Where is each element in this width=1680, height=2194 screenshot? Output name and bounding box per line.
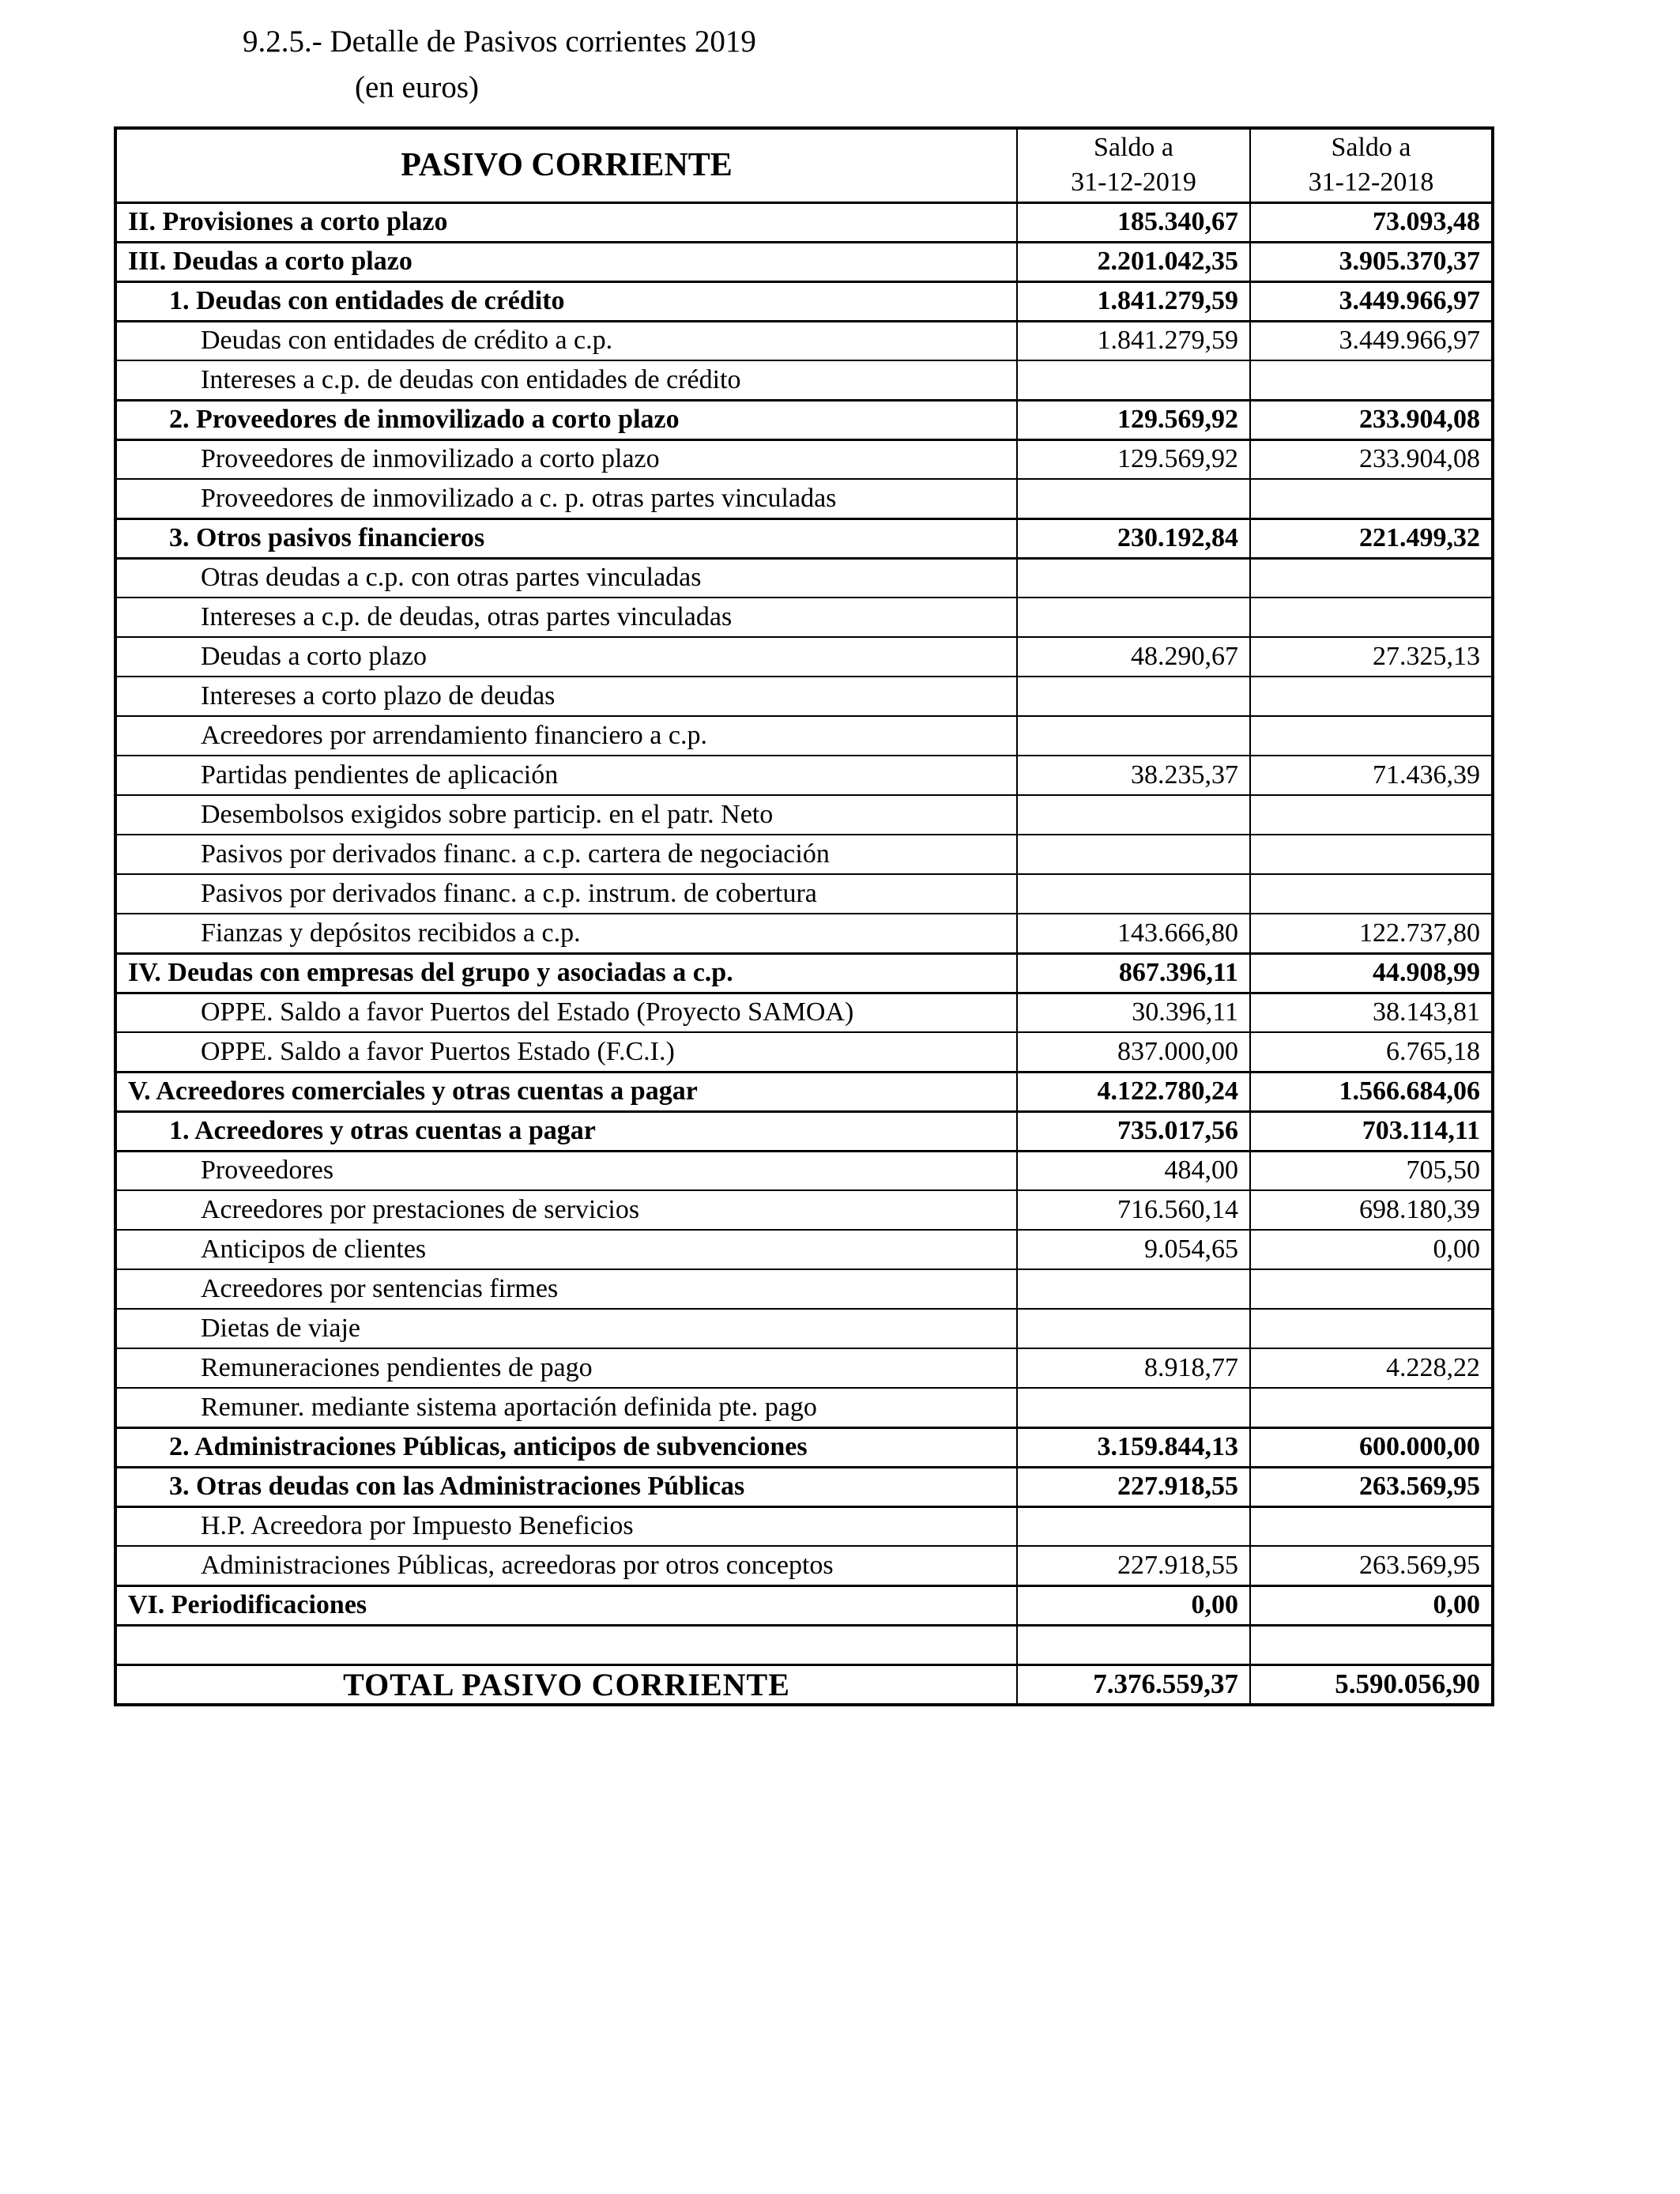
row-label: Otras deudas a c.p. con otras partes vinculadas [115,558,1017,598]
value-2019-cell: 227.918,55 [1017,1467,1250,1506]
value-2019-cell: 1.841.279,59 [1017,281,1250,321]
table-row [115,874,1493,914]
table-row [115,281,1493,321]
row-label: Intereses a c.p. de deudas, otras partes vinculadas [115,598,1017,637]
table-row [115,1230,1493,1269]
value-2019-cell [1017,1388,1250,1427]
value-2018-cell: 233.904,08 [1250,439,1493,479]
document-subtitle: (en euros) [355,70,480,104]
row-label: Proveedores de inmovilizado a corto plazo [115,439,1017,479]
value-2018-cell: 6.765,18 [1250,1032,1493,1072]
row-label: Remuneraciones pendientes de pago [115,1348,1017,1388]
row-label: OPPE. Saldo a favor Puertos del Estado (Proyecto SAMOA) [115,993,1017,1032]
row-label: Intereses a corto plazo de deudas [115,677,1017,716]
value-2018-cell: 27.325,13 [1250,637,1493,677]
table-row [115,558,1493,598]
value-2019-cell: 8.918,77 [1017,1348,1250,1388]
row-label: 3. Otros pasivos financieros [115,518,1017,558]
value-2019-cell: 7.376.559,37 [1017,1664,1250,1705]
row-label: Intereses a c.p. de deudas con entidades de crédito [115,360,1017,400]
row-label: Anticipos de clientes [115,1230,1017,1269]
row-label: OPPE. Saldo a favor Puertos Estado (F.C.I.) [115,1032,1017,1072]
table-row [115,1427,1493,1467]
value-2019-cell [1017,479,1250,518]
table-row [115,1467,1493,1506]
column-header-pasivo-corriente: PASIVO CORRIENTE [115,128,1017,202]
value-2019-cell: 735.017,56 [1017,1111,1250,1151]
column-header-saldo-2018 [1250,128,1493,202]
value-2019-cell: 484,00 [1017,1151,1250,1190]
saldo-2018-line1: Saldo a [1331,133,1411,163]
table-row [115,993,1493,1032]
row-label: Desembolsos exigidos sobre particip. en el patr. Neto [115,795,1017,835]
value-2018-cell: 73.093,48 [1250,202,1493,242]
table-row [115,518,1493,558]
row-label: 2. Proveedores de inmovilizado a corto plazo [115,400,1017,439]
value-2018-cell [1250,795,1493,835]
table-row [115,1111,1493,1151]
value-2018-cell: 600.000,00 [1250,1427,1493,1467]
saldo-2019-line2: 31-12-2019 [1071,168,1196,198]
row-label: Pasivos por derivados financ. a c.p. instrum. de cobertura [115,874,1017,914]
value-2019-cell: 129.569,92 [1017,439,1250,479]
row-label: III. Deudas a corto plazo [115,242,1017,281]
value-2018-cell [1250,1388,1493,1427]
table-row [115,716,1493,756]
table-row [115,400,1493,439]
document-title: 9.2.5.- Detalle de Pasivos corrientes 2019 [243,25,756,58]
row-label: Acreedores por arrendamiento financiero a c.p. [115,716,1017,756]
value-2019-cell: 0,00 [1017,1585,1250,1625]
table-row [115,835,1493,874]
row-label: 1. Deudas con entidades de crédito [115,281,1017,321]
row-label: Proveedores [115,1151,1017,1190]
table-row [115,1625,1493,1664]
value-2018-cell: 221.499,32 [1250,518,1493,558]
table-row [115,1506,1493,1546]
value-2019-cell [1017,874,1250,914]
value-2018-cell: 698.180,39 [1250,1190,1493,1230]
row-label [115,1625,1017,1664]
value-2018-cell: 4.228,22 [1250,1348,1493,1388]
value-2019-cell: 185.340,67 [1017,202,1250,242]
row-label: TOTAL PASIVO CORRIENTE [115,1664,1017,1705]
table-row [115,479,1493,518]
value-2018-cell [1250,360,1493,400]
value-2018-cell [1250,1506,1493,1546]
row-label: 3. Otras deudas con las Administraciones Públicas [115,1467,1017,1506]
value-2018-cell [1250,1309,1493,1348]
value-2018-cell: 233.904,08 [1250,400,1493,439]
table-row [115,914,1493,953]
value-2018-cell: 44.908,99 [1250,953,1493,993]
value-2019-cell: 30.396,11 [1017,993,1250,1032]
table-row [115,1269,1493,1309]
value-2019-cell [1017,716,1250,756]
value-2019-cell [1017,677,1250,716]
value-2019-cell: 129.569,92 [1017,400,1250,439]
row-label: Deudas a corto plazo [115,637,1017,677]
value-2018-cell [1250,479,1493,518]
row-label: Deudas con entidades de crédito a c.p. [115,321,1017,360]
value-2018-cell [1250,716,1493,756]
saldo-2018-line2: 31-12-2018 [1308,168,1434,198]
value-2018-cell: 122.737,80 [1250,914,1493,953]
value-2019-cell: 716.560,14 [1017,1190,1250,1230]
row-label: Partidas pendientes de aplicación [115,756,1017,795]
table-row [115,637,1493,677]
table-row [115,795,1493,835]
value-2018-cell [1250,677,1493,716]
table-row [115,1388,1493,1427]
table-row [115,756,1493,795]
table-row [115,1585,1493,1625]
row-label: H.P. Acreedora por Impuesto Beneficios [115,1506,1017,1546]
table-row [115,1151,1493,1190]
table-row [115,1546,1493,1585]
value-2019-cell: 3.159.844,13 [1017,1427,1250,1467]
value-2018-cell: 71.436,39 [1250,756,1493,795]
table-row [115,321,1493,360]
value-2019-cell: 4.122.780,24 [1017,1072,1250,1111]
column-header-saldo-2019 [1017,128,1250,202]
value-2018-cell [1250,1269,1493,1309]
table-row [115,598,1493,637]
row-label: Acreedores por sentencias firmes [115,1269,1017,1309]
row-label: Fianzas y depósitos recibidos a c.p. [115,914,1017,953]
value-2018-cell: 705,50 [1250,1151,1493,1190]
value-2018-cell: 3.905.370,37 [1250,242,1493,281]
value-2019-cell [1017,835,1250,874]
value-2019-cell [1017,558,1250,598]
table-row [115,439,1493,479]
value-2018-cell: 38.143,81 [1250,993,1493,1032]
value-2019-cell [1017,1625,1250,1664]
value-2019-cell [1017,1309,1250,1348]
value-2018-cell: 3.449.966,97 [1250,321,1493,360]
value-2019-cell: 143.666,80 [1017,914,1250,953]
value-2019-cell: 48.290,67 [1017,637,1250,677]
table-header-row [115,128,1493,202]
value-2018-cell: 3.449.966,97 [1250,281,1493,321]
row-label: V. Acreedores comerciales y otras cuentas a pagar [115,1072,1017,1111]
value-2018-cell: 0,00 [1250,1230,1493,1269]
table-row [115,242,1493,281]
row-label: II. Provisiones a corto plazo [115,202,1017,242]
table-row [115,360,1493,400]
value-2018-cell: 0,00 [1250,1585,1493,1625]
value-2019-cell [1017,598,1250,637]
table-row [115,677,1493,716]
value-2018-cell [1250,874,1493,914]
value-2019-cell: 38.235,37 [1017,756,1250,795]
value-2019-cell: 867.396,11 [1017,953,1250,993]
value-2018-cell: 263.569,95 [1250,1546,1493,1585]
row-label: 1. Acreedores y otras cuentas a pagar [115,1111,1017,1151]
value-2019-cell [1017,795,1250,835]
value-2018-cell [1250,558,1493,598]
row-label: Acreedores por prestaciones de servicios [115,1190,1017,1230]
value-2019-cell: 2.201.042,35 [1017,242,1250,281]
value-2019-cell: 837.000,00 [1017,1032,1250,1072]
value-2018-cell: 1.566.684,06 [1250,1072,1493,1111]
table-row [115,1664,1493,1705]
row-label: Proveedores de inmovilizado a c. p. otras partes vinculadas [115,479,1017,518]
value-2019-cell: 9.054,65 [1017,1230,1250,1269]
row-label: Pasivos por derivados financ. a c.p. cartera de negociación [115,835,1017,874]
value-2018-cell: 703.114,11 [1250,1111,1493,1151]
value-2018-cell [1250,598,1493,637]
value-2019-cell [1017,360,1250,400]
table-row [115,953,1493,993]
table-row [115,1072,1493,1111]
value-2018-cell: 5.590.056,90 [1250,1664,1493,1705]
table-row [115,1309,1493,1348]
row-label: Administraciones Públicas, acreedoras por otros conceptos [115,1546,1017,1585]
row-label: Remuner. mediante sistema aportación definida pte. pago [115,1388,1017,1427]
value-2018-cell [1250,835,1493,874]
table-row [115,1032,1493,1072]
value-2019-cell: 230.192,84 [1017,518,1250,558]
row-label: IV. Deudas con empresas del grupo y asociadas a c.p. [115,953,1017,993]
current-liabilities-table [114,126,1494,1706]
value-2019-cell [1017,1269,1250,1309]
table-row [115,1348,1493,1388]
row-label: 2. Administraciones Públicas, anticipos de subvenciones [115,1427,1017,1467]
value-2018-cell: 263.569,95 [1250,1467,1493,1506]
table-row [115,202,1493,242]
table-row [115,1190,1493,1230]
value-2018-cell [1250,1625,1493,1664]
row-label: Dietas de viaje [115,1309,1017,1348]
value-2019-cell: 227.918,55 [1017,1546,1250,1585]
row-label: VI. Periodificaciones [115,1585,1017,1625]
saldo-2019-line1: Saldo a [1093,133,1174,163]
value-2019-cell [1017,1506,1250,1546]
value-2019-cell: 1.841.279,59 [1017,321,1250,360]
